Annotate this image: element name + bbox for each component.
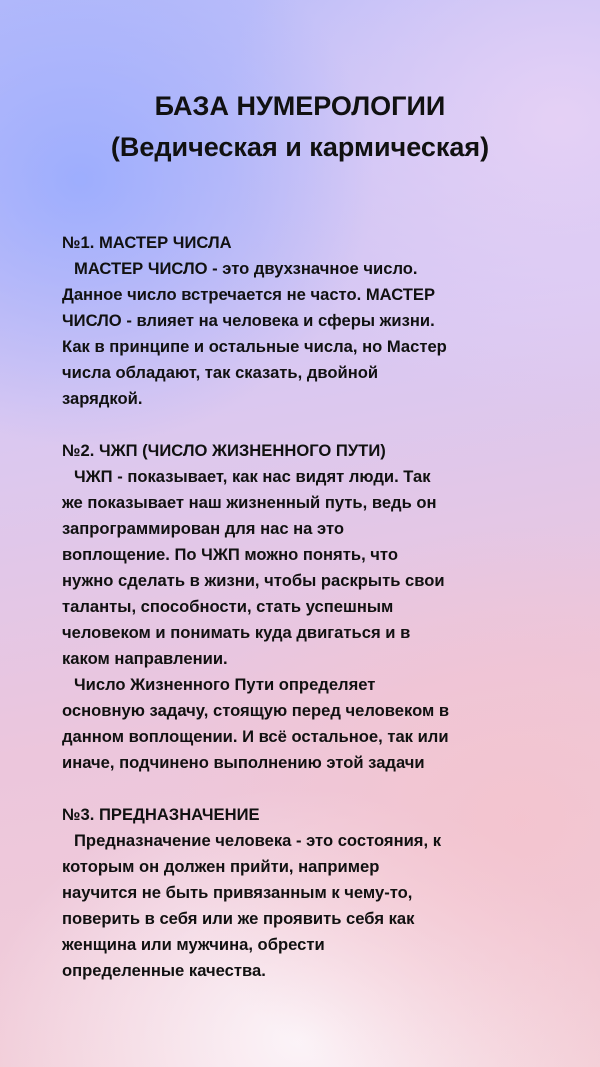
text-line: ЧЖП - показывает, как нас видят люди. Так xyxy=(74,467,431,486)
text-line: определенные качества. xyxy=(62,961,266,980)
section-heading: №1. МАСТЕР ЧИСЛА xyxy=(62,233,232,252)
paragraph xyxy=(62,464,552,672)
text-line: ЧИСЛО - влияет на человека и сферы жизни. xyxy=(62,311,435,330)
title-line-2: (Ведическая и кармическая) xyxy=(110,132,490,162)
text-line: числа обладают, так сказать, двойной xyxy=(62,363,379,382)
text-line: зарядкой. xyxy=(62,389,143,408)
text-line: запрограммирован для нас на это xyxy=(62,519,345,538)
text-line: основную задачу, стоящую перед человеком в xyxy=(62,701,450,720)
text-line: иначе, подчинено выполнению этой задачи xyxy=(62,753,425,772)
text-line: каком направлении. xyxy=(62,649,228,668)
title-line-1: БАЗА НУМЕРОЛОГИИ xyxy=(154,91,446,121)
article-body xyxy=(62,230,552,1010)
text-line: человеком и понимать куда двигаться и в xyxy=(62,623,411,642)
page-title xyxy=(0,86,600,168)
text-line: Данное число встречается не часто. МАСТЕР xyxy=(62,285,436,304)
section-heading: №2. ЧЖП (ЧИСЛО ЖИЗНЕННОГО ПУТИ) xyxy=(62,441,386,460)
paragraph xyxy=(62,256,552,412)
text-line: которым он должен прийти, например xyxy=(62,857,380,876)
paragraph xyxy=(62,672,552,776)
text-line: же показывает наш жизненный путь, ведь он xyxy=(62,493,437,512)
section-life-path-number xyxy=(62,438,552,776)
section-purpose xyxy=(62,802,552,984)
section-master-numbers xyxy=(62,230,552,412)
text-line: поверить в себя или же проявить себя как xyxy=(62,909,415,928)
text-line: научится не быть привязанным к чему-то, xyxy=(62,883,413,902)
text-line: Предназначение человека - это состояния, к xyxy=(74,831,442,850)
text-line: нужно сделать в жизни, чтобы раскрыть свои xyxy=(62,571,445,590)
text-line: Как в принципе и остальные числа, но Мастер xyxy=(62,337,447,356)
text-line: женщина или мужчина, обрести xyxy=(62,935,325,954)
paragraph xyxy=(62,828,552,984)
text-line: данном воплощении. И всё остальное, так или xyxy=(62,727,449,746)
text-line: воплощение. По ЧЖП можно понять, что xyxy=(62,545,398,564)
text-line: таланты, способности, стать успешным xyxy=(62,597,394,616)
section-heading: №3. ПРЕДНАЗНАЧЕНИЕ xyxy=(62,805,260,824)
text-line: Число Жизненного Пути определяет xyxy=(74,675,376,694)
text-line: МАСТЕР ЧИСЛО - это двухзначное число. xyxy=(74,259,418,278)
